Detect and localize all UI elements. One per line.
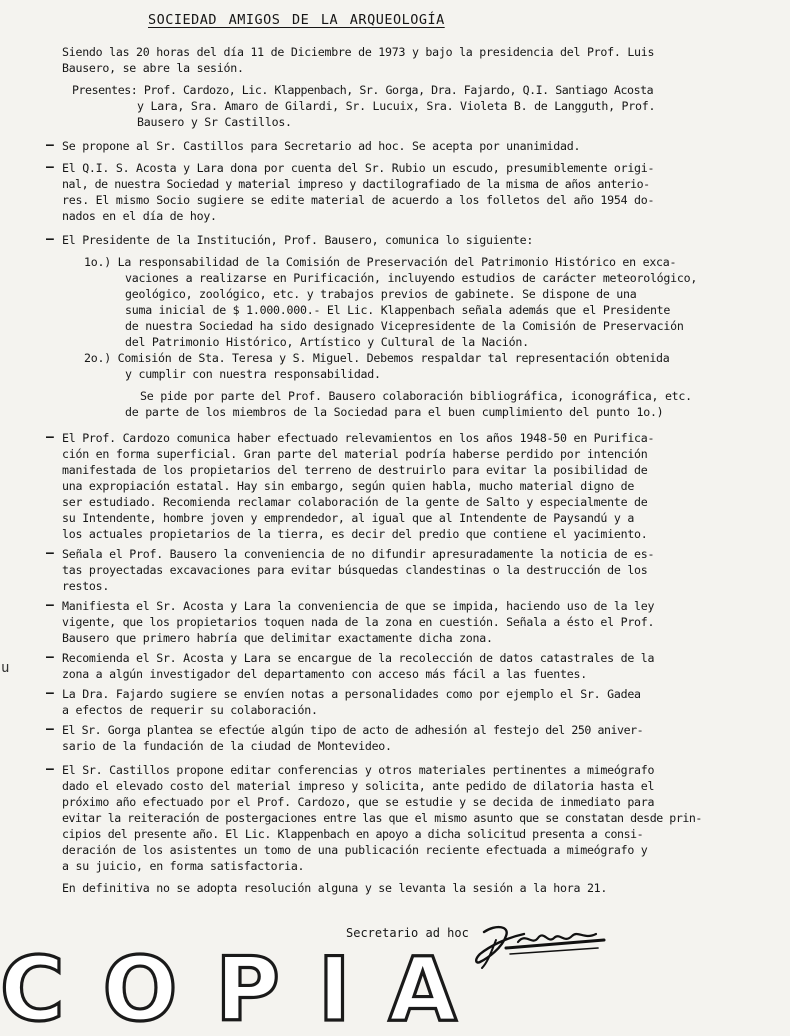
text-line: cipios del presente año. El Lic. Klappenbach en apoyo a dicha solicitud presenta a consi- [62,827,644,841]
text-line: El Presidente de la Institución, Prof. Bausero, comunica lo siguiente: [62,233,534,247]
text-line: dado el elevado costo del material impreso y solicita, ante pedido de dilatoria hasta el [62,779,655,793]
text-line: de nuestra Sociedad ha sido designado Vicepresidente de la Comisión de Preservación [125,319,684,333]
text-line: vigente, que los propietarios toquen nada de la zona en cuestión. Señala a ésto el Prof. [62,615,655,629]
text-line: a efectos de requerir su colaboración. [62,703,318,717]
text-line: deración de los asistentes un tomo de una publicación reciente efectuada a mimeógrafo y [62,843,648,857]
text-line: a su juicio, en forma satisfactoria. [62,859,305,873]
text-line: manifestada de los propietarios del terreno de destruirlo para evitar la posibilidad de [62,463,648,477]
bullet-dash: – [46,232,54,247]
text-line: y Lara, Sra. Amaro de Gilardi, Sr. Lucuix, Sra. Violeta B. de Langguth, Prof. [137,99,656,113]
text-line: de parte de los miembros de la Sociedad para el buen cumplimiento del punto 1o.) [125,405,664,419]
text-line: restos. [62,579,110,593]
text-line: ser estudiado. Recomienda reclamar colaboración de la gente de Salto y especialmente de [62,495,648,509]
text-line: La Dra. Fajardo sugiere se envíen notas a personalidades como por ejemplo el Sr. Gadea [62,687,641,701]
text-line: Bausero, se abre la sesión. [62,61,244,75]
bullet-dash: – [46,430,54,445]
copia-stamp-text: COPIA [0,946,495,1026]
text-line: Señala el Prof. Bausero la conveniencia de no difundir apresuradamente la noticia de es- [62,547,655,561]
text-line: Se pide por parte del Prof. Bausero colaboración bibliográfica, iconográfica, etc. [140,389,692,403]
text-line: ción en forma superficial. Gran parte del material podría haberse perdido por intención [62,447,648,461]
bullet-dash: – [46,546,54,561]
text-line: res. El mismo Socio sugiere se edite material de acuerdo a los folletos del año 1954 do- [62,193,655,207]
text-line: tas proyectadas excavaciones para evitar búsquedas clandestinas o la destrucción de los [62,563,648,577]
text-line: del Patrimonio Histórico, Artístico y Cultural de la Nación. [125,335,529,349]
text-line: El Prof. Cardozo comunica haber efectuado relevamientos en los años 1948-50 en Purifica- [62,431,655,445]
text-line: suma inicial de $ 1.000.000.- El Lic. Klappenbach señala además que el Presidente [125,303,671,317]
text-line: y cumplir con nuestra responsabilidad. [125,367,381,381]
text-line: El Q.I. S. Acosta y Lara dona por cuenta del Sr. Rubio un escudo, presumiblemente origi- [62,161,655,175]
text-line: vaciones a realizarse en Purificación, incluyendo estudios de carácter meteorológico, [125,271,698,285]
text-line: El Sr. Gorga plantea se efectúe algún tipo de acto de adhesión al festejo del 250 aniver- [62,723,644,737]
text-line: 2o.) Comisión de Sta. Teresa y S. Miguel. Debemos respaldar tal representación obtenida [84,351,670,365]
bullet-dash: – [46,598,54,613]
bullet-dash: – [46,686,54,701]
text-line: nal, de nuestra Sociedad y material impreso y dactilografiado de la misma de años anterio- [62,177,650,191]
text-line: En definitiva no se adopta resolución alguna y se levanta la sesión a la hora 21. [62,881,608,895]
text-line: zona a algún investigador del departamento con acceso más fácil a las fuentes. [62,667,587,681]
text-line: sario de la fundación de la ciudad de Montevideo. [62,739,392,753]
text-line: Siendo las 20 horas del día 11 de Diciembre de 1973 y bajo la presidencia del Prof. Luis [62,45,655,59]
text-line: Recomienda el Sr. Acosta y Lara se encargue de la recolección de datos catastrales de la [62,651,655,665]
text-line: geológico, zoológico, etc. y trabajos previos de gabinete. Se dispone de una [125,287,637,301]
text-line: Manifiesta el Sr. Acosta y Lara la conveniencia de que se impida, haciendo uso de la ley [62,599,655,613]
text-line: Se propone al Sr. Castillos para Secretario ad hoc. Se acepta por unanimidad. [62,139,581,153]
bullet-dash: – [46,138,54,153]
text-line: los actuales propietarios de la tierra, es decir del predio que contiene el yacimiento. [62,527,648,541]
secretary-label: Secretario ad hoc [346,926,469,940]
bullet-dash: – [46,160,54,175]
text-line: 1o.) La responsabilidad de la Comisión de Preservación del Patrimonio Histórico en exca- [84,255,677,269]
text-line: El Sr. Castillos propone editar conferencias y otros materiales pertinentes a mimeógrafo [62,763,655,777]
text-line: nados en el día de hoy. [62,209,217,223]
text-line: Bausero y Sr Castillos. [137,115,292,129]
text-line: Presentes: Prof. Cardozo, Lic. Klappenbach, Sr. Gorga, Dra. Fajardo, Q.I. Santiago Acosta [72,83,654,97]
text-line: su Intendente, hombre joven y emprendedor, al igual que al Intendente de Paysandú y a [62,511,635,525]
bullet-dash: – [46,722,54,737]
bullet-dash: – [46,650,54,665]
copia-stamp [0,946,520,1026]
text-line: una expropiación estatal. Hay sin embargo, según quien habla, mucho material digno de [62,479,635,493]
bullet-dash: – [46,762,54,777]
text-line: evitar la reiteración de postergaciones entre las que el mismo asunto que se constatan desde prin- [62,811,702,825]
document-title: SOCIEDAD AMIGOS DE LA ARQUEOLOGÍA [148,12,445,28]
text-line: próximo año efectuado por el Prof. Cardozo, que se estudie y se decida de inmediato para [62,795,655,809]
text-line: Bausero que primero habría que delimitar exactamente dicha zona. [62,631,493,645]
stray-mark: u [1,660,10,676]
